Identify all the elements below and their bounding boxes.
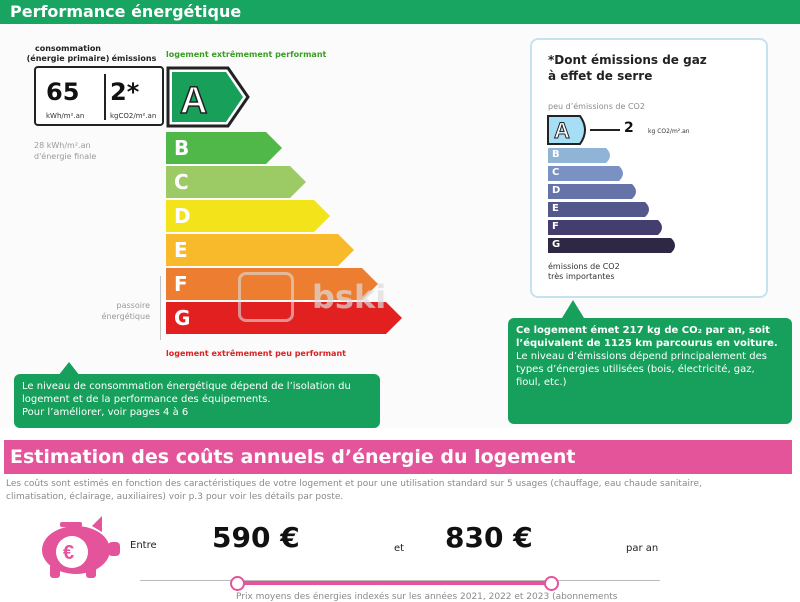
svg-text:€: € <box>63 542 75 564</box>
ges-grade-b-bar <box>548 148 614 163</box>
dpe-grade-letter: F <box>174 272 188 296</box>
ges-pointer-line <box>590 129 620 131</box>
svg-text:A: A <box>554 118 570 143</box>
dpe-value-box <box>34 66 164 126</box>
ges-bottom-label: émissions de CO2 très importantes <box>548 262 620 281</box>
current-grade-arrow <box>166 66 250 128</box>
dpe-grade-letter: C <box>174 170 189 194</box>
dpe-grade-b-bar <box>166 132 282 164</box>
section-title-performance: Performance énergétique <box>0 0 800 24</box>
bottom-label: logement extrêmement peu performant <box>166 349 346 358</box>
cost-footnote: Prix moyens des énergies indexés sur les années 2021, 2022 et 2023 (abonnements <box>236 592 618 602</box>
ges-grade-letter: C <box>552 167 560 178</box>
and-label: et <box>394 543 405 554</box>
ges-callout-pointer <box>562 300 584 318</box>
ges-grade-letter: D <box>552 185 561 196</box>
dpe-grade-d-bar <box>166 200 330 232</box>
ges-grade-letter: G <box>552 239 561 250</box>
cost-max: 830 € <box>445 521 533 554</box>
range-fill <box>237 581 551 585</box>
ges-grade-c-bar <box>548 166 627 181</box>
dpe-grade-e-bar <box>166 234 354 266</box>
ges-unit: kg CO2/m².an <box>648 128 690 135</box>
dpe-grade-letter: G <box>174 306 191 330</box>
consumption-label: consommation (énergie primaire) <box>26 44 110 63</box>
range-min-handle <box>230 576 245 591</box>
ges-value: 2 <box>624 120 634 136</box>
ges-grade-letter: B <box>552 149 560 160</box>
ges-grade-f-bar <box>548 220 666 235</box>
consumption-value: 65 <box>46 78 80 106</box>
ges-current-grade-arrow <box>546 114 592 146</box>
final-energy-note: 28 kWh/m².an d'énergie finale <box>34 141 97 161</box>
range-max-handle <box>544 576 559 591</box>
current-grade-letter: A <box>180 80 208 122</box>
emissions-value: 2* <box>110 78 140 106</box>
watermark-house-icon <box>238 272 294 322</box>
piggy-bank-icon <box>26 512 122 580</box>
dpe-info-callout: Le niveau de consommation énergétique dépend de l’isolation du logement et de la performance des équipements. Pour l’améliorer, voir pages 4 à 6 <box>14 374 380 428</box>
section-title-costs: Estimation des coûts annuels d’énergie du logement <box>4 440 792 474</box>
ges-grade-letter: F <box>552 221 559 232</box>
consumption-unit: kWh/m².an <box>46 112 85 120</box>
ges-top-label: peu d’émissions de CO2 <box>548 102 645 111</box>
emissions-label: émissions <box>111 54 157 63</box>
top-label: logement extrêmement performant <box>166 50 327 59</box>
costs-description: Les coûts sont estimés en fonction des caractéristiques de votre logement et pour une utilisation standard sur 5 usages (chauffage, eau chaude sanitaire, climatisation, éclairage, auxiliaires) voir p.3 pour voir les détails par poste. <box>6 479 702 502</box>
ges-grade-d-bar <box>548 184 640 199</box>
ges-grade-letter: E <box>552 203 559 214</box>
ges-info-callout: Ce logement émet 217 kg de CO₂ par an, soit l’équivalent de 1125 km parcourus en voiture. Le niveau d’émissions dépend principalement des types d’énergies utilisées (bois, électricité, gaz, fioul, etc.) <box>508 318 792 424</box>
watermark-text: bski <box>312 278 387 316</box>
passoire-bracket <box>160 276 161 340</box>
dpe-grade-letter: B <box>174 136 190 160</box>
between-label: Entre <box>130 540 157 551</box>
ges-title: *Dont émissions de gaz à effet de serre <box>548 53 707 83</box>
ges-grade-e-bar <box>548 202 653 217</box>
emissions-unit: kgCO2/m².an <box>110 112 157 120</box>
per-year-label: par an <box>626 543 659 554</box>
passoire-note: passoire énergétique <box>101 301 150 321</box>
ges-grade-g-bar <box>548 238 679 253</box>
dpe-grade-letter: E <box>174 238 188 262</box>
dpe-grade-c-bar <box>166 166 306 198</box>
dpe-grade-letter: D <box>174 204 191 228</box>
cost-min: 590 € <box>212 521 300 554</box>
ges-panel <box>530 38 768 298</box>
